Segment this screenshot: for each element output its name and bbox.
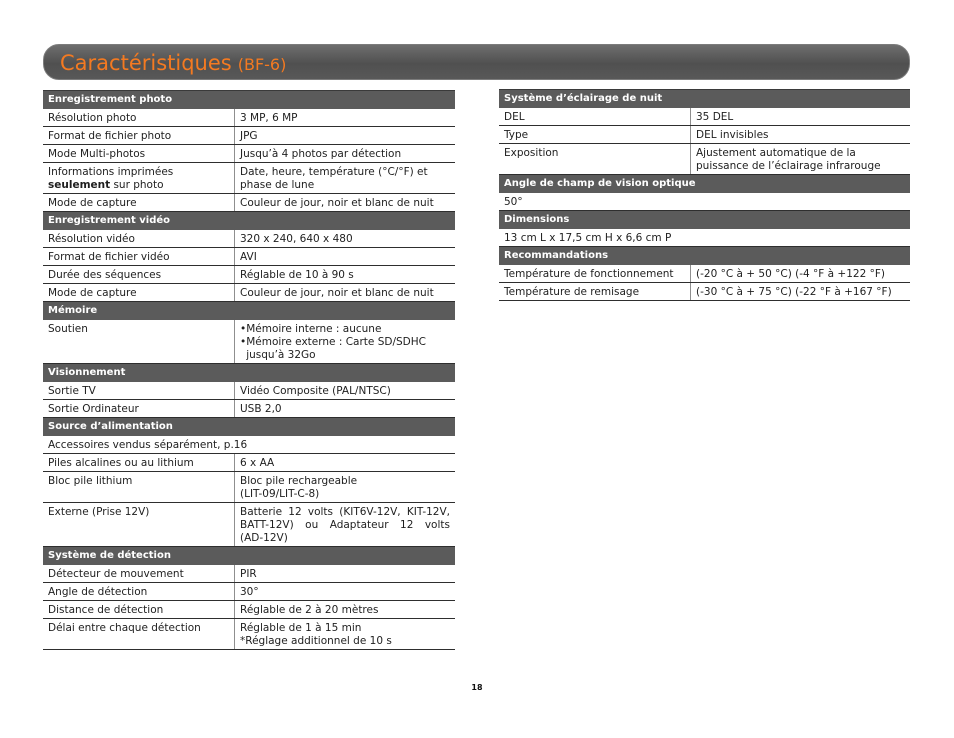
- bullet-text: [246, 323, 450, 336]
- section-header: Mémoire: [43, 302, 455, 320]
- spec-row: [499, 108, 910, 126]
- text-line: (LIT-09/LIT-C-8): [240, 488, 320, 500]
- spec-label: [43, 454, 235, 471]
- text-line: Mode Multi-photos: [48, 148, 146, 160]
- emphasis-text: seulement: [48, 179, 111, 191]
- spec-label: [43, 194, 235, 211]
- text-line: Bloc pile rechargeable: [240, 475, 358, 487]
- spec-section: [43, 302, 455, 364]
- text-line: Mémoire interne : aucune: [246, 323, 382, 335]
- spec-value: [235, 194, 455, 211]
- text-line: Réglable de 2 à 20 mètres: [240, 604, 379, 616]
- spec-section: [43, 212, 455, 302]
- spec-label: [499, 144, 691, 174]
- spec-row: [43, 320, 455, 364]
- spec-section: [43, 547, 455, 650]
- text-line: Mémoire externe : Carte SD/SDHC: [246, 336, 426, 348]
- text-line: phase de lune: [240, 179, 315, 191]
- section-header: Système de détection: [43, 547, 455, 565]
- spec-section: [499, 175, 910, 211]
- spec-value: [691, 283, 910, 300]
- text-line: Jusqu’à 4 photos par détection: [240, 148, 402, 160]
- spec-label: [43, 248, 235, 265]
- text-line: BATT-12V) ou Adaptateur 12 volts: [240, 519, 450, 531]
- spec-value: [235, 248, 455, 265]
- text-line: DEL: [504, 111, 525, 123]
- spec-row: [499, 265, 910, 283]
- spec-row: [43, 436, 455, 454]
- spec-label: [499, 126, 691, 143]
- text-line: Format de fichier photo: [48, 130, 172, 142]
- spec-value: [235, 163, 455, 193]
- spec-row: [43, 109, 455, 127]
- spec-label: [43, 284, 235, 301]
- title-bar: [43, 44, 910, 80]
- text-line: Format de fichier vidéo: [48, 251, 170, 263]
- text-line: Délai entre chaque détection: [48, 622, 201, 634]
- spec-value: [691, 108, 910, 125]
- text-line: Type: [504, 129, 529, 141]
- text-line: Mode de capture: [48, 197, 137, 209]
- spec-row: [43, 145, 455, 163]
- text-line: Externe (Prise 12V): [48, 506, 150, 518]
- spec-value: [235, 284, 455, 301]
- text-line: *Réglage additionnel de 10 s: [240, 635, 392, 647]
- spec-row: [43, 503, 455, 547]
- section-header: Dimensions: [499, 211, 910, 229]
- spec-row: [43, 284, 455, 302]
- text-line: Soutien: [48, 323, 88, 335]
- spec-label: [499, 283, 691, 300]
- spec-section: [499, 211, 910, 247]
- text-line: Sortie TV: [48, 385, 96, 397]
- text-line: USB 2,0: [240, 403, 282, 415]
- section-header: Angle de champ de vision optique: [499, 175, 910, 193]
- spec-row: [43, 619, 455, 650]
- text-line: PIR: [240, 568, 257, 580]
- spec-row: [43, 248, 455, 266]
- page-number: 18: [471, 683, 483, 692]
- spec-label: [499, 265, 691, 282]
- spec-value: [235, 472, 455, 502]
- spec-value: [235, 400, 455, 417]
- spec-label: [43, 127, 235, 144]
- text-line: Accessoires vendus séparément, p.16: [48, 439, 248, 451]
- text-line: Informations imprimées: [48, 166, 174, 178]
- spec-table-left: [43, 90, 455, 650]
- bullet-item: [240, 323, 450, 336]
- text-line: Température de remisage: [504, 286, 640, 298]
- spec-value: [235, 583, 455, 600]
- section-header: Recommandations: [499, 247, 910, 265]
- spec-label: [43, 109, 235, 126]
- spec-row: [43, 163, 455, 194]
- text-line: Distance de détection: [48, 604, 164, 616]
- spec-table-right: [499, 89, 910, 301]
- spec-row: [499, 144, 910, 175]
- section-header: Enregistrement photo: [43, 91, 455, 109]
- text-line: Résolution photo: [48, 112, 137, 124]
- text-line: (-20 °C à + 50 °C) (-4 °F à +122 °F): [696, 268, 885, 280]
- spec-section: [43, 418, 455, 547]
- spec-row: [499, 283, 910, 301]
- section-header: Système d’éclairage de nuit: [499, 90, 910, 108]
- spec-value: [235, 127, 455, 144]
- section-header: Source d’alimentation: [43, 418, 455, 436]
- spec-label: [43, 163, 235, 193]
- text-line: [48, 179, 229, 192]
- spec-value: [235, 145, 455, 162]
- model-name: (BF-6): [237, 55, 287, 74]
- spec-value: [235, 503, 455, 546]
- spec-value: [235, 109, 455, 126]
- spec-value: [691, 144, 910, 174]
- text-line: Couleur de jour, noir et blanc de nuit: [240, 287, 434, 299]
- bullet-item: [240, 336, 450, 362]
- spec-row: [43, 230, 455, 248]
- spec-label: [43, 583, 235, 600]
- text-line: Résolution vidéo: [48, 233, 135, 245]
- spec-row: [499, 229, 910, 247]
- spec-value: [691, 265, 910, 282]
- spec-section: [499, 247, 910, 301]
- spec-value: [235, 565, 455, 582]
- bullet-icon: •: [240, 336, 247, 348]
- spec-row: [43, 565, 455, 583]
- text-line: Réglable de 1 à 15 min: [240, 622, 362, 634]
- text-line: Bloc pile lithium: [48, 475, 133, 487]
- spec-label: [43, 472, 235, 502]
- bullet-text: [246, 336, 450, 362]
- text-line: Durée des séquences: [48, 269, 162, 281]
- text-line: (AD-12V): [240, 532, 288, 544]
- text-line: Température de fonctionnement: [504, 268, 674, 280]
- spec-section: [499, 90, 910, 175]
- text-line: Réglable de 10 à 90 s: [240, 269, 354, 281]
- text-line: Sortie Ordinateur: [48, 403, 139, 415]
- spec-value: [235, 320, 455, 363]
- text-line: 35 DEL: [696, 111, 734, 123]
- spec-value: [235, 601, 455, 618]
- spec-label: [43, 320, 235, 363]
- text-line: AVI: [240, 251, 257, 263]
- spec-label: [43, 565, 235, 582]
- text-line: 6 x AA: [240, 457, 275, 469]
- bullet-icon: •: [240, 323, 247, 335]
- text-segment: sur photo: [110, 179, 164, 191]
- spec-label: [43, 230, 235, 247]
- spec-label: [43, 145, 235, 162]
- spec-note: [499, 193, 910, 210]
- text-line: DEL invisibles: [696, 129, 769, 141]
- spec-label: [43, 619, 235, 649]
- spec-row: [43, 400, 455, 418]
- spec-row: [499, 193, 910, 211]
- spec-row: [43, 583, 455, 601]
- spec-row: [43, 472, 455, 503]
- text-line: (-30 °C à + 75 °C) (-22 °F à +167 °F): [696, 286, 892, 298]
- text-line: 3 MP, 6 MP: [240, 112, 298, 124]
- spec-label: [499, 108, 691, 125]
- spec-row: [43, 127, 455, 145]
- text-line: Ajustement automatique de la: [696, 147, 856, 159]
- text-line: Angle de détection: [48, 586, 148, 598]
- text-line: Vidéo Composite (PAL/NTSC): [240, 385, 391, 397]
- spec-row: [43, 382, 455, 400]
- text-line: 30°: [240, 586, 259, 598]
- text-line: 50°: [504, 196, 523, 208]
- spec-section: [43, 364, 455, 418]
- spec-value: [691, 126, 910, 143]
- text-line: jusqu’à 32Go: [246, 349, 316, 361]
- section-header: Visionnement: [43, 364, 455, 382]
- text-line: Date, heure, température (°C/°F) et: [240, 166, 428, 178]
- spec-row: [499, 126, 910, 144]
- spec-value: [235, 266, 455, 283]
- page-title: Caractéristiques: [60, 51, 232, 75]
- spec-row: [43, 454, 455, 472]
- spec-label: [43, 266, 235, 283]
- spec-label: [43, 601, 235, 618]
- spec-value: [235, 454, 455, 471]
- spec-note: [499, 229, 910, 246]
- text-line: Détecteur de mouvement: [48, 568, 184, 580]
- text-line: puissance de l’éclairage infrarouge: [696, 160, 881, 172]
- spec-label: [43, 400, 235, 417]
- spec-label: [43, 503, 235, 546]
- text-line: Mode de capture: [48, 287, 137, 299]
- spec-value: [235, 230, 455, 247]
- text-line: Exposition: [504, 147, 559, 159]
- text-line: JPG: [240, 130, 258, 142]
- spec-row: [43, 266, 455, 284]
- text-line: Piles alcalines ou au lithium: [48, 457, 194, 469]
- text-line: Batterie 12 volts (KIT6V-12V, KIT-12V,: [240, 506, 450, 518]
- spec-row: [43, 601, 455, 619]
- text-line: 13 cm L x 17,5 cm H x 6,6 cm P: [504, 232, 672, 244]
- spec-value: [235, 619, 455, 649]
- text-line: 320 x 240, 640 x 480: [240, 233, 353, 245]
- section-header: Enregistrement vidéo: [43, 212, 455, 230]
- title-group: [60, 53, 286, 74]
- spec-row: [43, 194, 455, 212]
- text-line: Couleur de jour, noir et blanc de nuit: [240, 197, 434, 209]
- spec-label: [43, 382, 235, 399]
- spec-value: [235, 382, 455, 399]
- spec-note: [43, 436, 455, 453]
- spec-section: [43, 91, 455, 212]
